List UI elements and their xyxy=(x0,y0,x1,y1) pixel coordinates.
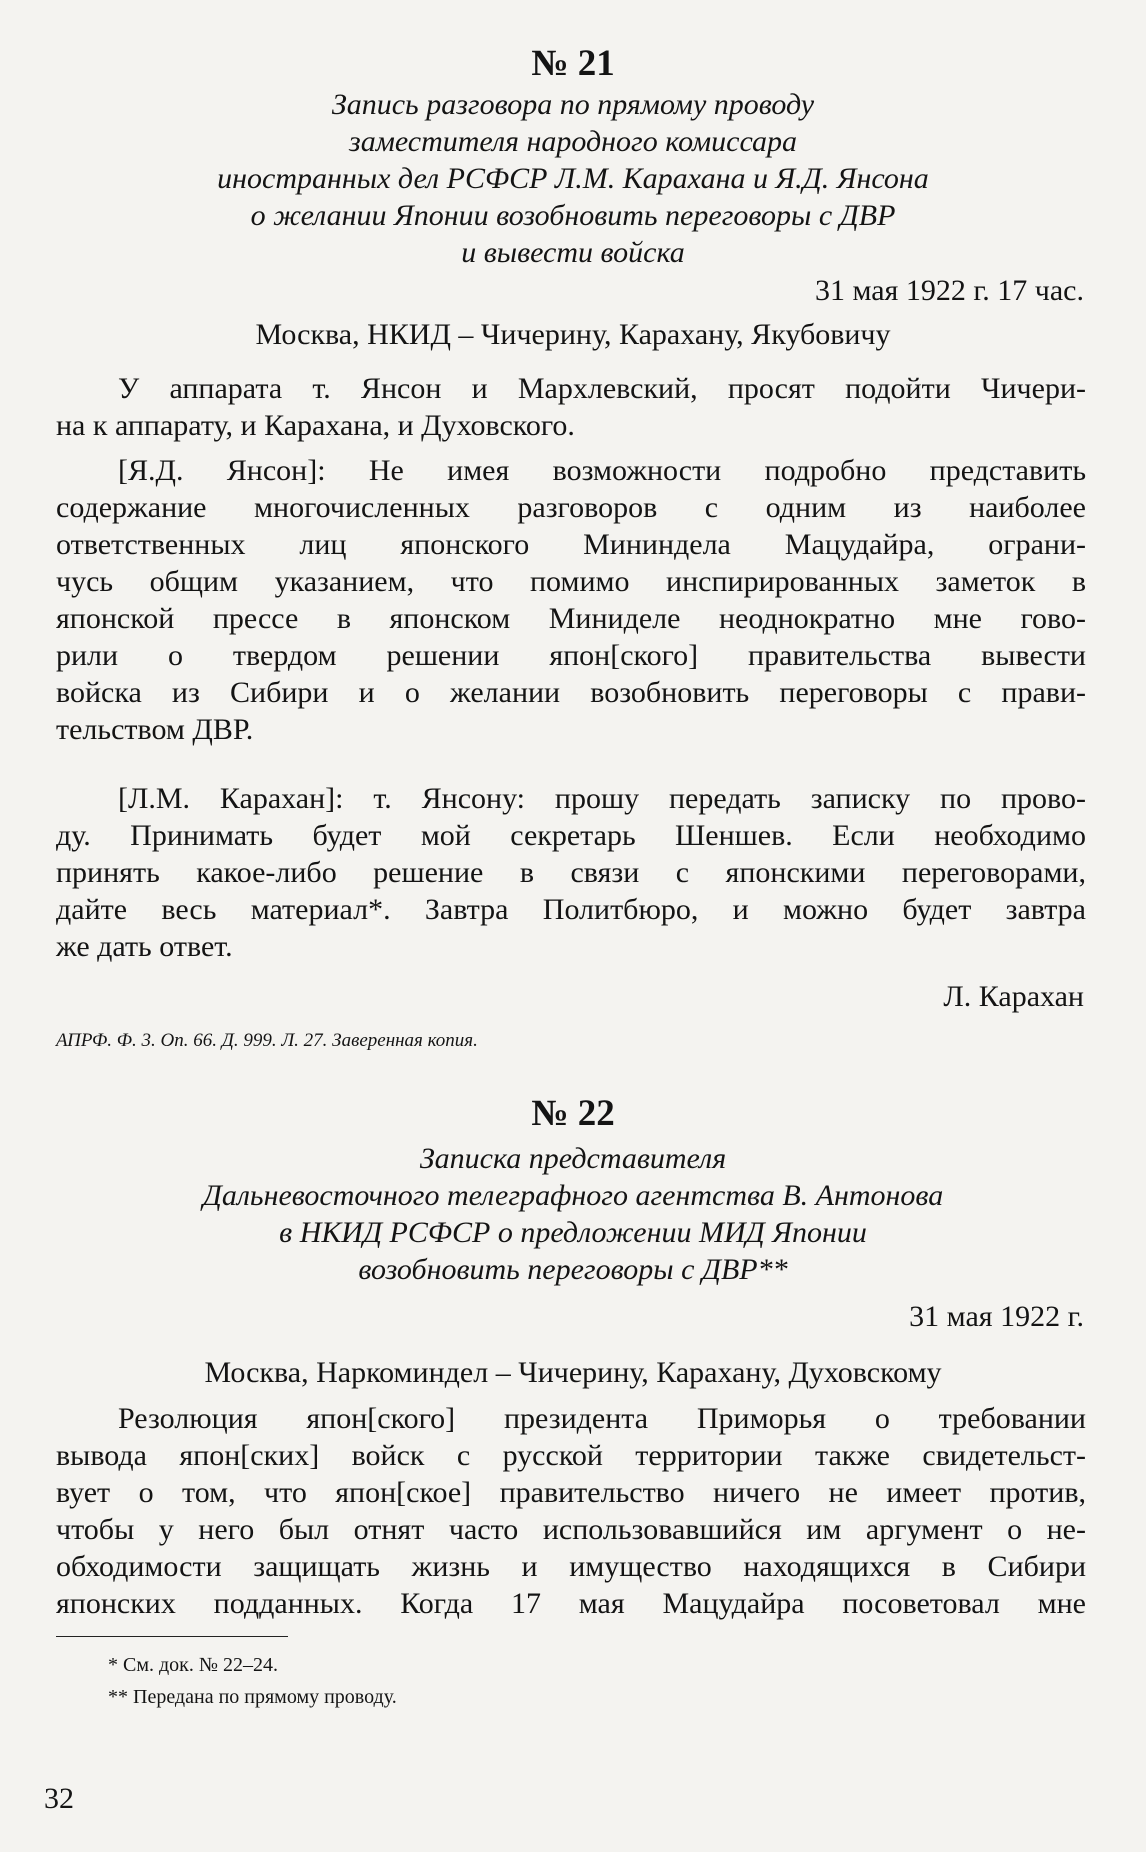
doc22-title-line: в НКИД РСФСР о предложении МИД Японии xyxy=(279,1216,867,1249)
footnote-2: ** Передана по прямому проводу. xyxy=(108,1686,397,1708)
doc21-title-line: заместителя народного комиссара xyxy=(348,125,797,158)
text-line: Резолюция япон[ского] президента Приморья о требовании xyxy=(118,1402,1086,1435)
doc21-paragraph-3 xyxy=(56,780,1086,965)
doc21-number: № 21 xyxy=(531,43,615,84)
doc22-paragraph-1 xyxy=(56,1400,1086,1622)
footnote-divider xyxy=(56,1636,288,1637)
page-number: 32 xyxy=(44,1782,74,1815)
text-line: дайте весь материал*. Завтра Политбюро, и можно будет завтра xyxy=(56,893,1086,926)
doc22-address: Москва, Наркоминдел – Чичерину, Карахану, Духовскому xyxy=(204,1356,942,1389)
text-line: У аппарата т. Янсон и Мархлевский, просят подойти Чичери- xyxy=(118,372,1086,405)
text-line: рили о твердом решении япон[ского] правительства вывести xyxy=(56,639,1086,672)
text-line: [Я.Д. Янсон]: Не имея возможности подробно представить xyxy=(118,454,1086,487)
text-line: [Л.М. Карахан]: т. Янсону: прошу передать записку по прово- xyxy=(118,782,1086,815)
doc21-signature: Л. Карахан xyxy=(943,980,1084,1013)
text-line: на к аппарату, и Карахана, и Духовского. xyxy=(56,409,575,442)
text-line: содержание многочисленных разговоров с одним из наиболее xyxy=(56,491,1086,524)
doc21-date: 31 мая 1922 г. 17 час. xyxy=(814,274,1084,307)
doc21-address: Москва, НКИД – Чичерину, Карахану, Якубовичу xyxy=(255,318,891,351)
text-line: же дать ответ. xyxy=(56,930,233,963)
doc21-title-line: о желании Японии возобновить переговоры с ДВР xyxy=(250,199,896,232)
doc21-archive-source: АПРФ. Ф. 3. Оп. 66. Д. 999. Л. 27. Заверенная копия. xyxy=(56,1030,478,1051)
text-line: обходимости защищать жизнь и имущество находящихся в Сибири xyxy=(56,1550,1086,1583)
text-line: чусь общим указанием, что помимо инспирированных заметок в xyxy=(56,565,1086,598)
doc21-paragraph-1 xyxy=(56,370,1086,444)
doc22-number: № 22 xyxy=(531,1093,615,1134)
text-line: ответственных лиц японского Мининдела Мацудайра, ограни- xyxy=(56,528,1086,561)
text-line: принять какое-либо решение в связи с японскими переговорами, xyxy=(56,856,1086,889)
text-line: вывода япон[ских] войск с русской территории также свидетельст- xyxy=(56,1439,1086,1472)
doc21-title-line: Запись разговора по прямому проводу xyxy=(331,88,815,121)
doc22-date: 31 мая 1922 г. xyxy=(909,1300,1084,1333)
doc22-title xyxy=(0,1140,1146,1288)
text-line: японской прессе в японском Миниделе неоднократно мне гово- xyxy=(56,602,1086,635)
footnote-1: * См. док. № 22–24. xyxy=(108,1654,278,1676)
text-line: японских подданных. Когда 17 мая Мацудайра посоветовал мне xyxy=(56,1587,1086,1620)
text-line: тельством ДВР. xyxy=(56,713,254,746)
doc21-paragraph-2 xyxy=(56,452,1086,748)
doc21-title xyxy=(0,86,1146,271)
text-line: войска из Сибири и о желании возобновить переговоры с прави- xyxy=(56,676,1086,709)
doc21-title-line: и вывести войска xyxy=(461,236,685,269)
doc21-title-line: иностранных дел РСФСР Л.М. Карахана и Я.Д. Янсона xyxy=(217,162,929,195)
doc22-title-line: возобновить переговоры с ДВР** xyxy=(358,1253,788,1286)
text-line: ду. Принимать будет мой секретарь Шеншев. Если необходимо xyxy=(56,819,1086,852)
doc22-title-line: Записка представителя xyxy=(419,1142,727,1175)
doc22-title-line: Дальневосточного телеграфного агентства В. Антонова xyxy=(202,1179,944,1212)
text-line: вует о том, что япон[ское] правительство ничего не имеет против, xyxy=(56,1476,1086,1509)
text-line: чтобы у него был отнят часто использовавшийся им аргумент о не- xyxy=(56,1513,1086,1546)
